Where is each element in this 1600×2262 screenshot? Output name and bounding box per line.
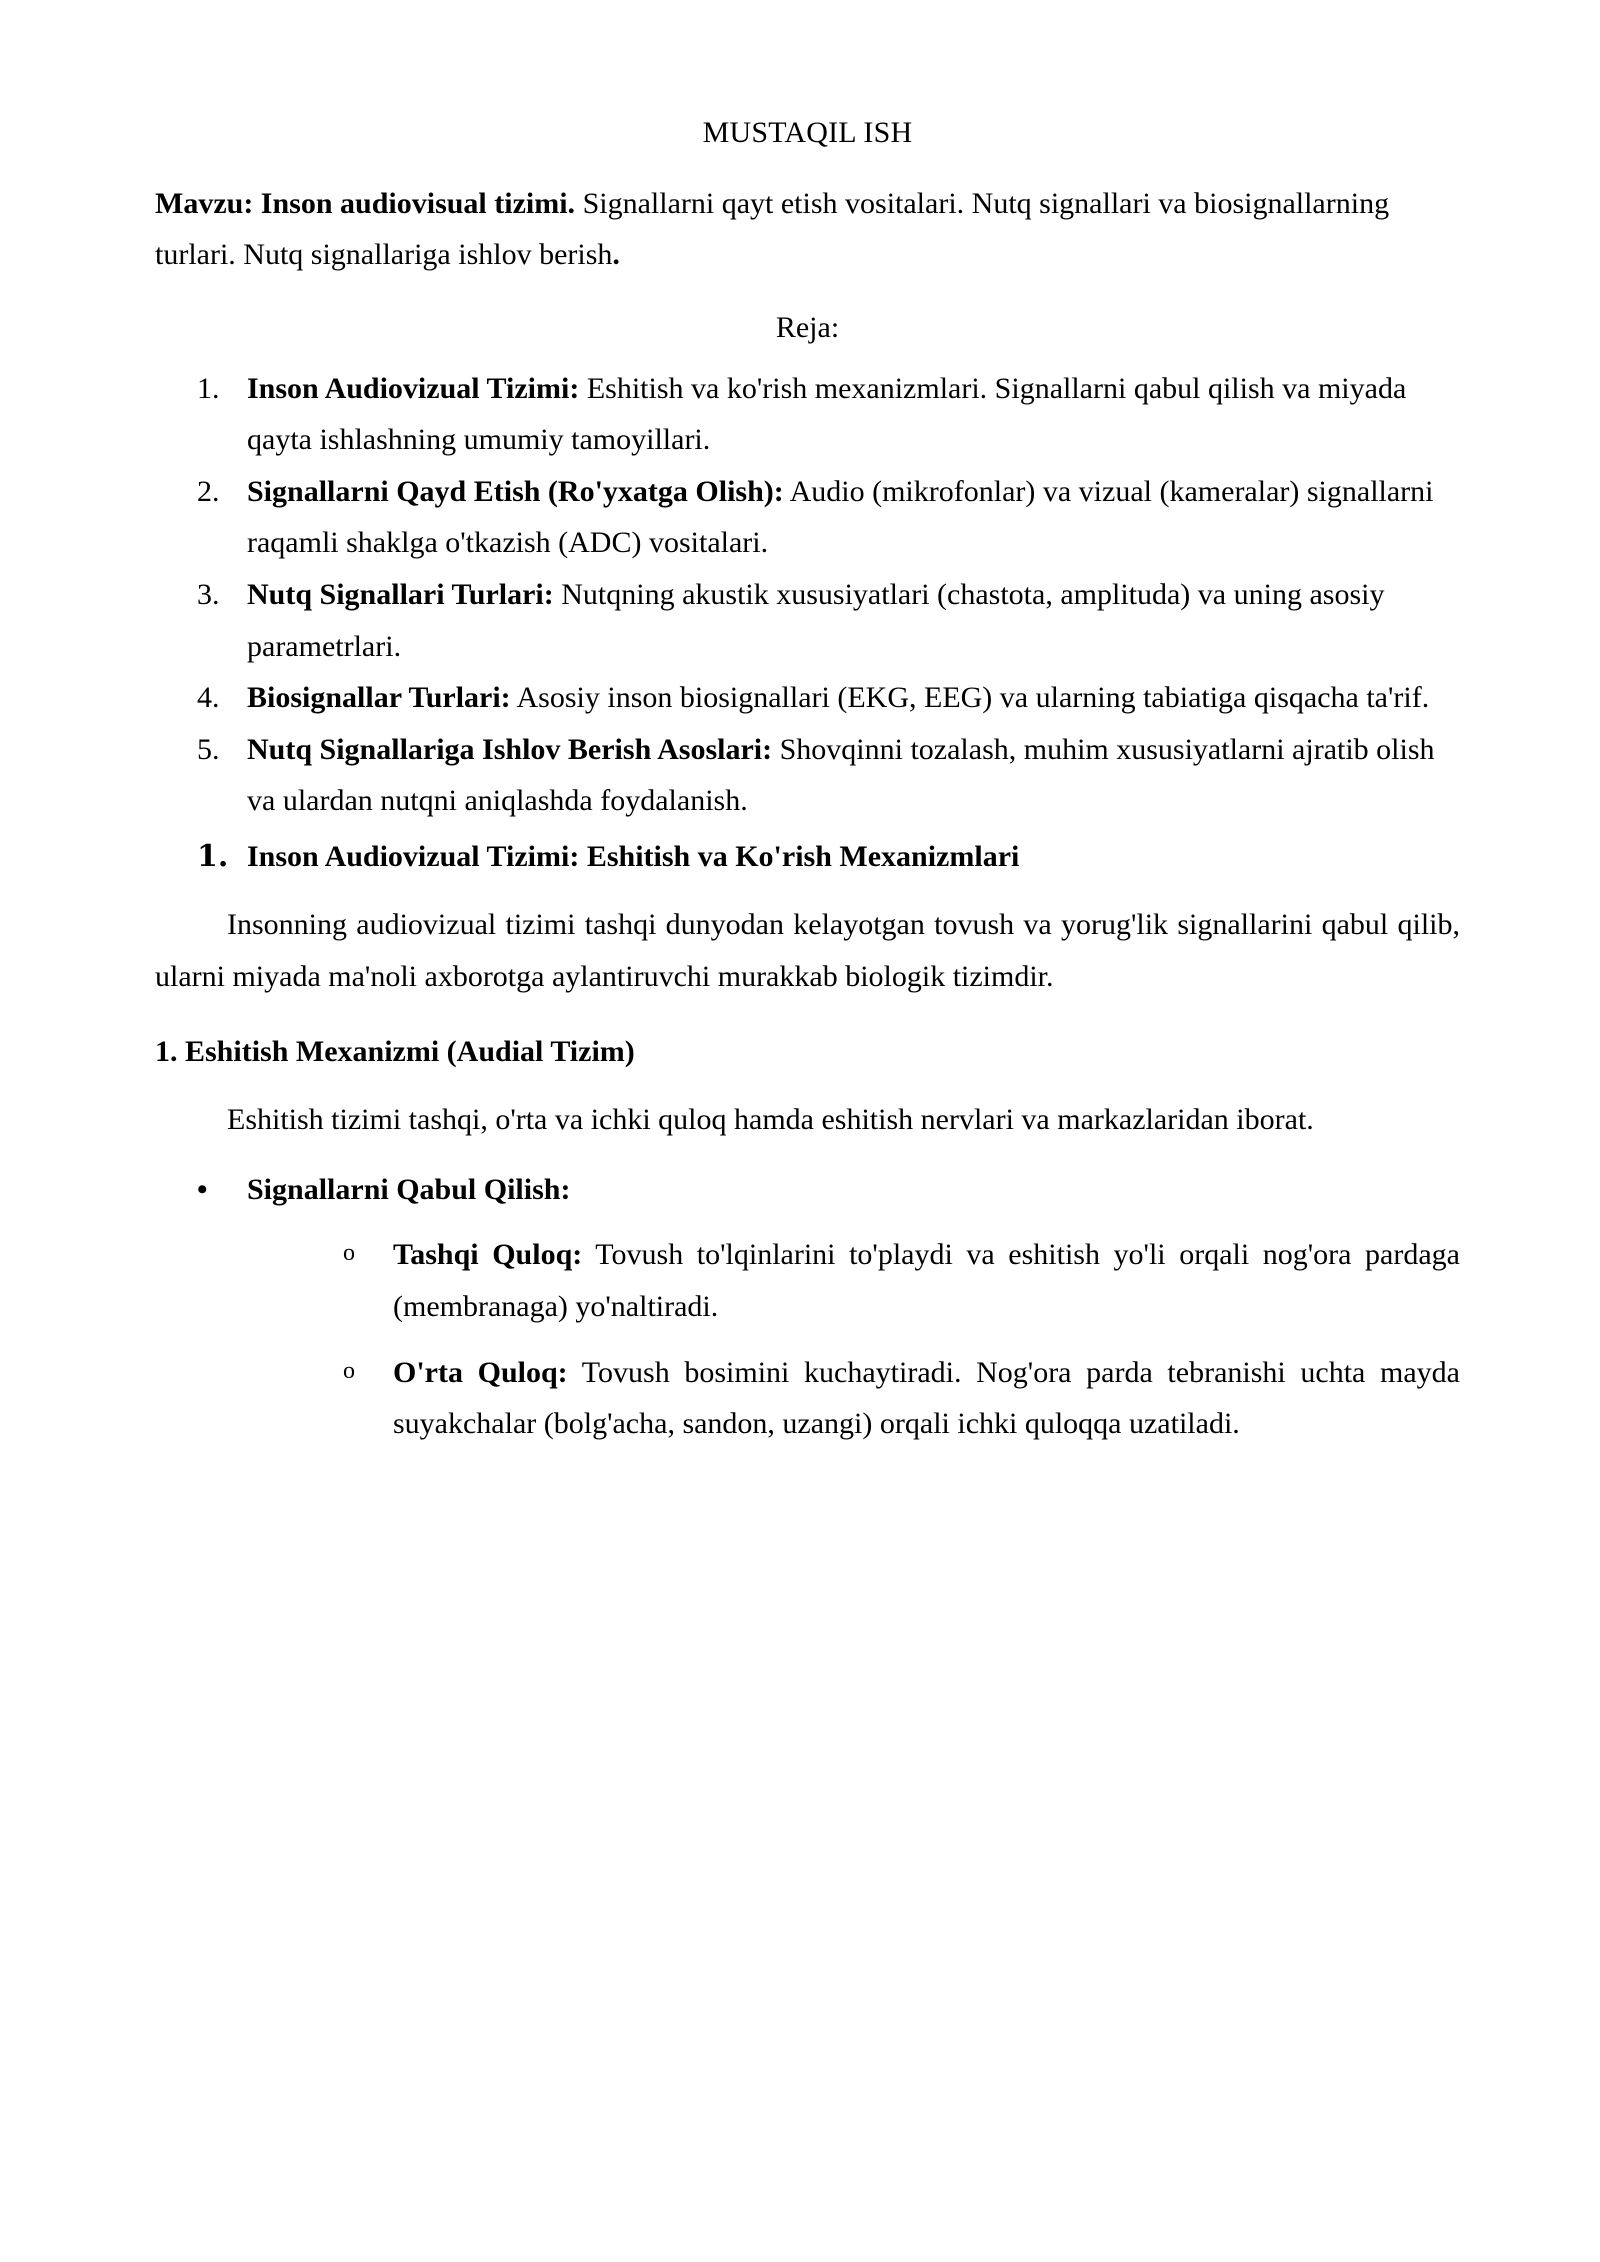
subject-final-period: . bbox=[612, 238, 620, 272]
subject-paragraph bbox=[155, 178, 1460, 281]
plan-item-text: Shovqinni tozalash, muhim xususiyatlarni ajratib olish va ulardan nutqni aniqlashda foydalanish. bbox=[247, 732, 1435, 818]
plan-item-bold: Inson Audiovizual Tizimi: bbox=[247, 371, 580, 405]
section-paragraph: Insonning audiovizual tizimi tashqi dunyodan kelayotgan tovush va yorug'lik signallarini qabul qilib, ularni miyada ma'noli axborotga aylantiruvchi murakkab biologik tizimdir. bbox=[155, 908, 1460, 993]
plan-item-text: Asosiy inson biosignallari (EKG, EEG) va ularning tabiatiga qisqacha ta'rif. bbox=[510, 681, 1430, 715]
plan-item-bold: Nutq Signallariga Ishlov Berish Asoslari: bbox=[247, 732, 773, 766]
circle-marker-icon: o bbox=[343, 1240, 355, 1267]
list-item bbox=[155, 1347, 1460, 1450]
plan-item-text: Nutqning akustik xususiyatlari (chastota, amplituda) va uning asosiy parametrlari. bbox=[247, 578, 1385, 663]
list-item bbox=[155, 466, 1460, 569]
section-number: 1. bbox=[197, 839, 229, 875]
subsection-paragraph: Eshitish tizimi tashqi, o'rta va ichki quloq hamda eshitish nervlari va markazlaridan iborat. bbox=[227, 1103, 1314, 1137]
list-item bbox=[155, 1229, 1460, 1332]
subject-label: Mavzu: Inson audiovisual tizimi. bbox=[155, 186, 576, 220]
subject-rest: Signallarni qayt etish vositalari. Nutq signallari va biosignallarning turlari. Nutq signallariga ishlov berish bbox=[155, 186, 1390, 272]
subsection-heading: 1. Eshitish Mexanizmi (Audial Tizim) bbox=[155, 1035, 635, 1069]
section-heading-text: Inson Audiovizual Tizimi: Eshitish va Ko'rish Mexanizmlari bbox=[247, 840, 1020, 874]
plan-item-bold: Nutq Signallari Turlari: bbox=[247, 578, 554, 612]
plan-item-text: Eshitish va ko'rish mexanizmlari. Signallarni qabul qilish va miyada qayta ishlashning umumiy tamoyillari. bbox=[247, 371, 1407, 457]
section-heading bbox=[155, 833, 1460, 881]
circle-marker-icon: o bbox=[343, 1357, 355, 1384]
list-item bbox=[155, 1164, 1460, 1216]
list-item bbox=[155, 672, 1460, 724]
subbullet-bold: O'rta Quloq: bbox=[393, 1355, 568, 1389]
bullet-label: Signallarni Qabul Qilish: bbox=[247, 1172, 571, 1206]
plan-heading: Reja: bbox=[775, 310, 840, 344]
list-item bbox=[155, 569, 1460, 672]
plan-item-text: Audio (mikrofonlar) va vizual (kameralar) signallarni raqamli shaklga o'tkazish (ADC) vositalari. bbox=[247, 474, 1434, 560]
subbullet-text: Tovush to'lqinlarini to'playdi va eshitish yo'li orqali nog'ora pardaga (membranaga) yo'naltiradi. bbox=[393, 1238, 1460, 1323]
plan-item-bold: Signallarni Qayd Etish (Ro'yxatga Olish): bbox=[247, 474, 784, 508]
subbullet-bold: Tashqi Quloq: bbox=[393, 1238, 583, 1272]
plan-list bbox=[155, 363, 1460, 827]
list-item bbox=[155, 363, 1460, 466]
page-title: MUSTAQIL ISH bbox=[702, 116, 913, 149]
bullet-list bbox=[155, 1164, 1460, 1216]
list-item bbox=[155, 724, 1460, 827]
bullet-dot-icon: • bbox=[197, 1172, 208, 1206]
subbullet-list bbox=[155, 1229, 1460, 1449]
subbullet-text: Tovush bosimini kuchaytiradi. Nog'ora parda tebranishi uchta mayda suyakchalar (bolg'acha, sandon, uzangi) orqali ichki quloqqa uzatiladi. bbox=[393, 1355, 1460, 1441]
plan-item-bold: Biosignallar Turlari: bbox=[247, 681, 511, 715]
